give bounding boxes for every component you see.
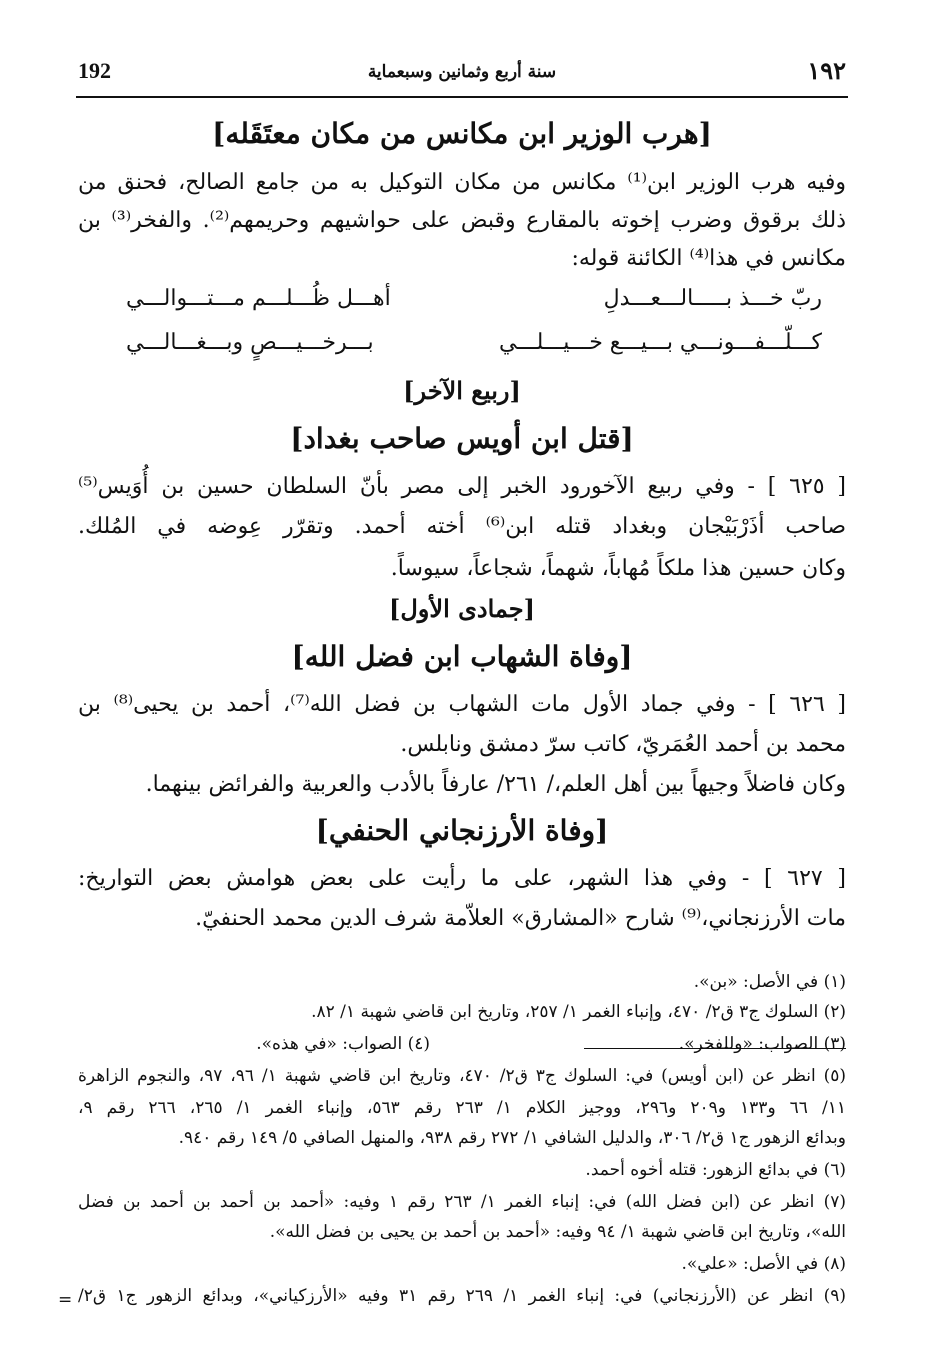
paragraph-line: مكانس في هذا⁽⁴⁾ الكائنة قوله:: [571, 246, 846, 271]
footnote: (٩) انظر عن (الأرزنجاني) في: إنباء الغمر ١/ ٢٦٩ رقم ٣١ وفيه «الأرزكياني»، وبدائع الزهور ج١ ق٢/: [78, 1286, 847, 1306]
paragraph-line: [ ٦٢٧ ] - وفي هذا الشهر، على ما رأيت على بعض هوامش بعض التواريخ:: [78, 866, 847, 891]
footnote: (٨) في الأصل: «علي».: [681, 1254, 846, 1274]
footnote-continuation: وبدائع الزهور ج١ ق٢/ ٣٠٦، والدليل الشافي ١/ ٢٧٢ رقم ٩٣٨، والمنهل الصافي ٥/ ١٤٩ رقم ٩٤٠.: [178, 1128, 846, 1148]
paragraph-line: [ ٦٢٦ ] - وفي جماد الأول مات الشهاب بن فضل الله⁽⁷⁾، أحمد بن يحيى⁽⁸⁾ بن: [78, 692, 846, 717]
paragraph-line: صاحب أذَرْبَيْجان وبغداد قتله ابن⁽⁶⁾ أخته أحمد. وتقرّر عِوضه في المُلك.: [78, 514, 847, 539]
paragraph-line: مات الأرزنجاني،⁽⁹⁾ شارح «المشارق» العلاّمة شرف الدين محمد الحنفيّ.: [195, 906, 846, 931]
continuation-mark: =: [58, 1290, 73, 1310]
verse-hemistich: ربّ خـــذ بـــــالـــعـــدلِ: [603, 286, 822, 311]
heading-flight: [هرب الوزير ابن مكانس من مكان معتَقَله]: [212, 117, 712, 150]
page-header: [78, 58, 846, 92]
footnote: (٥) انظر عن (ابن أويس) في: السلوك ج٣ ق٢/ ٤٧٠، وتاريخ ابن قاضي شهبة ١/ ٩٦، ٩٧، والنجوم الزاهرة: [78, 1066, 847, 1086]
running-title: سنة أربع وثمانين وسبعماية: [367, 62, 557, 82]
footnote: (٦) في بدائع الزهور: قتله أخوه أحمد.: [585, 1160, 846, 1180]
paragraph-line: ذلك برقوق وضرب إخوته بالمقارع وقبض على حواشيهم وحريمهم⁽²⁾. والفخر⁽³⁾ بن: [78, 208, 846, 233]
paragraph-line: [ ٦٢٥ ] - وفي ربيع الآخورود الخبر إلى مصر بأنّ السلطان حسين بن أُوَيس⁽⁵⁾: [78, 474, 847, 499]
footnote: (٧) انظر عن (ابن فضل الله) في: إنباء الغمر ١/ ٢٦٣ رقم ١ وفيه: «أحمد بن أحمد بن أحمد بن فضل: [78, 1192, 846, 1212]
paragraph-line: وكان حسين هذا ملكاً مُهاباً، شهماً، شجاعاً، سيوساً.: [390, 556, 846, 581]
footnote: (٢) السلوك ج٣ ق٢/ ٤٧٠، وإنباء الغمر ١/ ٢٥٧، وتاريخ ابن قاضي شهبة ١/ ٨٢.: [311, 1002, 846, 1022]
heading-arzanjani: [وفاة الأرزنجاني الحنفي]: [315, 814, 609, 847]
verse-hemistich: كـــلّـــفـــونـــي بـــيـــع خـــيـــلـــي: [498, 330, 822, 355]
header-rule: [76, 96, 848, 98]
heading-month: [ربيع الآخر]: [403, 376, 521, 405]
heading-month: [جمادى الأول]: [389, 594, 535, 623]
paragraph-line: محمد بن أحمد العُمَريّ، كاتب سرّ دمشق ونابلس.: [400, 732, 846, 757]
footnote: (٤) الصواب: «في هذه».: [256, 1034, 430, 1054]
heading-shihab: [وفاة الشهاب ابن فضل الله]: [291, 640, 633, 673]
footnote-continuation: ١١/ ٦٦ و١٣٣ و٢٠٩ و٢٩٦، ووجيز الكلام ١/ ٢٦٣ رقم ٥٦٣، وإنباء الغمر ١/ ٢٦٥، ٢٦٦ رقم ٩،: [78, 1098, 846, 1118]
footnote: (١) في الأصل: «بن».: [693, 972, 846, 992]
paragraph-line: وفيه هرب الوزير ابن⁽¹⁾ مكانس من مكان التوكيل به من جامع الصالح، فحنق من: [78, 170, 846, 195]
paragraph-line: وكان فاضلاً وجيهاً بين أهل العلم،/ ٢٦١/ عارفاً بالأدب والعربية والفرائض بينهما.: [145, 772, 846, 797]
footnote-continuation: الله»، وتاريخ ابن قاضي شهبة ١/ ٩٤ وفيه: «أحمد بن أحمد بن يحيى بن فضل الله».: [269, 1222, 846, 1242]
page-number-arabic: ١٩٢: [807, 56, 846, 85]
footnote: (٣) الصواب: «وللفخر».: [678, 1034, 846, 1054]
verse-hemistich: أهـــل ظُـــلـــم مـــتـــوالـــي: [126, 286, 391, 311]
verse-hemistich: بـــرخـــيـــصٍ وبـــغـــالـــي: [126, 330, 374, 355]
heading-uways: [قتل ابن أويس صاحب بغداد]: [290, 422, 634, 455]
page-number-latin: 192: [78, 58, 111, 83]
